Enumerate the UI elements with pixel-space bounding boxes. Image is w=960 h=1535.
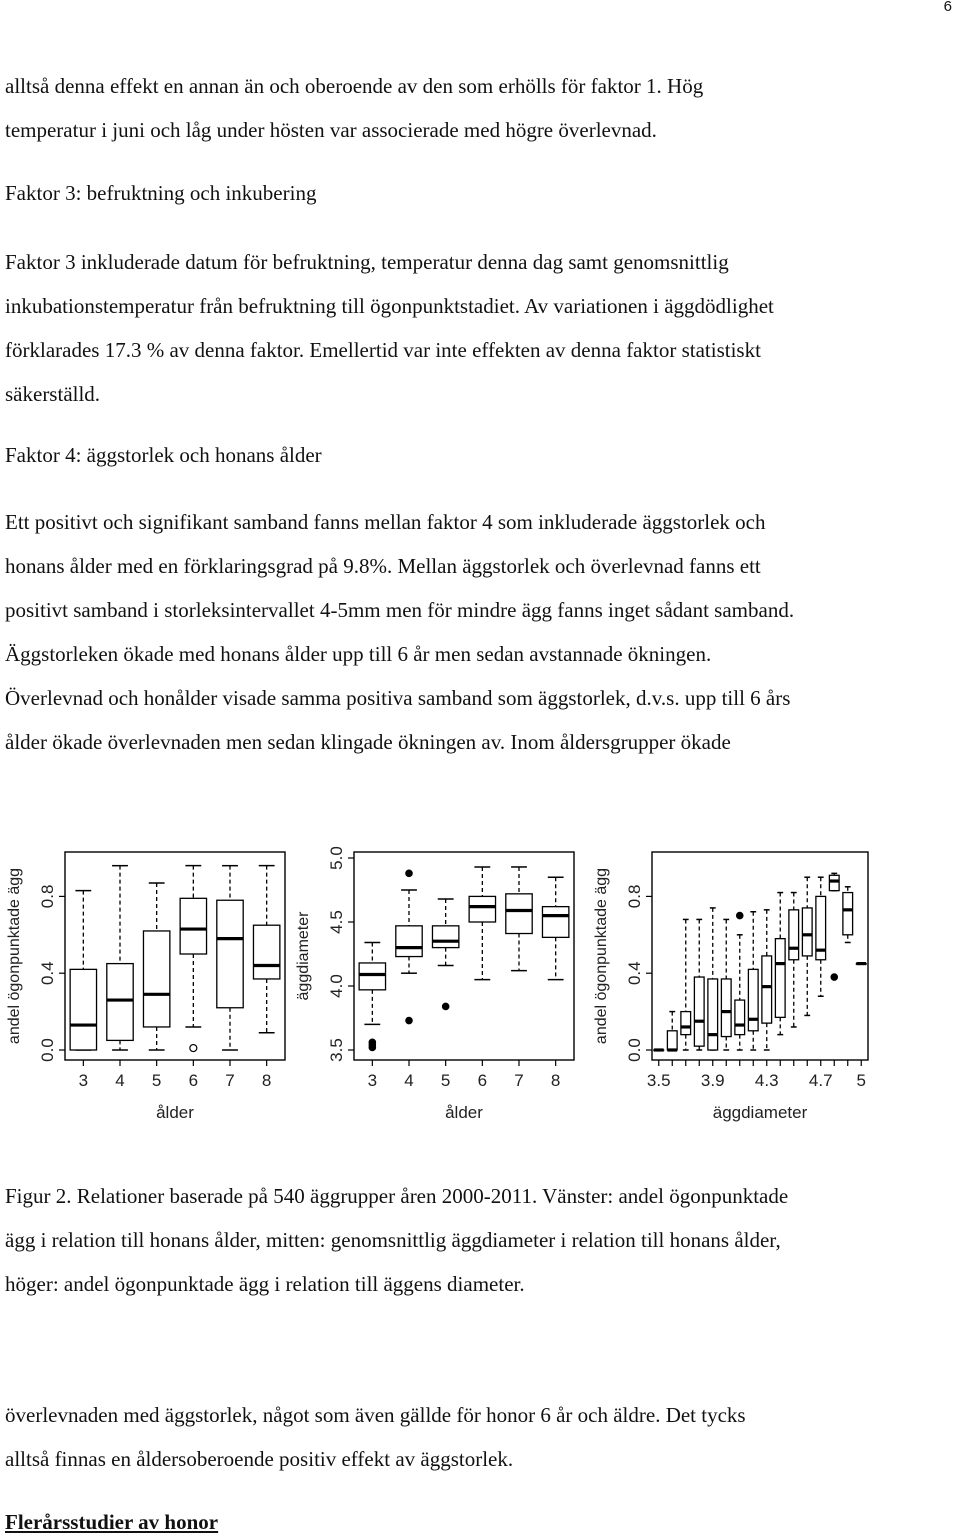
- box-iqr: [469, 896, 495, 922]
- heading-faktor-3: Faktor 3: befruktning och inkubering: [5, 181, 317, 205]
- x-tick-label: 3.5: [646, 1071, 671, 1090]
- paragraph-3-line-3: positivt samband i storleksintervallet 4-5mm men för mindre ägg fanns inget sådant samband.: [5, 598, 795, 622]
- paragraph-1: [5, 64, 950, 152]
- box-iqr: [396, 926, 422, 957]
- x-tick-label: 5: [856, 1071, 866, 1090]
- caption-line-2: ägg i relation till honans ålder, mitten: genomsnittlig äggdiameter i relation till honans ålder,: [5, 1228, 781, 1252]
- caption-line-3: höger: andel ögonpunktade ägg i relation till äggens diameter.: [5, 1272, 525, 1296]
- box-iqr: [843, 893, 853, 935]
- chart-middle: [292, 838, 584, 1143]
- chart-left-svg: [0, 838, 292, 1138]
- box-iqr: [70, 969, 96, 1050]
- paragraph-4: [5, 1393, 950, 1481]
- y-tick-label: 5.0: [327, 846, 346, 870]
- box-iqr: [681, 1012, 691, 1035]
- box-5: [143, 883, 169, 1050]
- box-3.8: [694, 919, 704, 1050]
- outlier-point: [442, 1003, 448, 1009]
- box-iqr: [748, 969, 758, 1030]
- box-5: [432, 899, 458, 1010]
- box-iqr: [432, 926, 458, 948]
- x-tick-label: 4.7: [808, 1071, 833, 1090]
- box-4.1: [735, 912, 745, 1050]
- y-axis-label: andel ögonpunktade ägg: [593, 867, 610, 1045]
- y-tick-label: 3.5: [327, 1038, 346, 1062]
- x-tick-label: 7: [514, 1071, 524, 1090]
- paragraph-4-line-1: överlevnaden med äggstorlek, något som även gällde för honor 6 år och äldre. Det tycks: [5, 1403, 746, 1427]
- y-tick-label: 0.0: [38, 1038, 57, 1062]
- box-iqr: [180, 898, 206, 954]
- x-tick-label: 4: [115, 1071, 125, 1090]
- paragraph-2-line-3: förklarades 17.3 % av denna faktor. Emellertid var inte effekten av denna faktor statistiskt: [5, 338, 761, 362]
- box-iqr: [107, 964, 133, 1041]
- paragraph-3-line-4: Äggstorleken ökade med honans ålder upp till 6 år men sedan avstannade ökningen.: [5, 642, 712, 666]
- x-tick-label: 8: [261, 1071, 272, 1090]
- box-4.8: [829, 873, 839, 980]
- outlier-point: [406, 1017, 412, 1023]
- plot-frame: [65, 852, 285, 1060]
- chart-middle-svg: [292, 838, 584, 1138]
- plot-frame: [354, 852, 574, 1060]
- box-iqr: [829, 875, 839, 890]
- box-iqr: [789, 910, 799, 960]
- paragraph-3-line-6: ålder ökade överlevnaden men sedan klingade ökningen av. Inom åldersgrupper ökade: [5, 730, 731, 754]
- outlier-point: [406, 870, 412, 876]
- box-4.7: [816, 877, 826, 996]
- x-tick-label: 3: [367, 1071, 378, 1090]
- outlier-point: [190, 1045, 197, 1052]
- box-iqr: [667, 1031, 677, 1050]
- box-4.6: [802, 877, 812, 1015]
- y-tick-label: 0.8: [38, 884, 57, 909]
- heading-faktor-4: Faktor 4: äggstorlek och honans ålder: [5, 443, 322, 467]
- box-iqr: [359, 963, 385, 990]
- paragraph-3-line-5: Överlevnad och honålder visade samma positiva samband som äggstorlek, d.v.s. upp till 6 års: [5, 686, 791, 710]
- caption-line-1: Figur 2. Relationer baserade på 540 äggrupper åren 2000-2011. Vänster: andel ögonpunktade: [5, 1184, 789, 1208]
- x-tick-label: 6: [188, 1071, 199, 1090]
- x-tick-label: 3: [78, 1071, 89, 1090]
- y-tick-label: 0.8: [625, 884, 644, 909]
- box-8: [253, 866, 279, 1033]
- x-axis-label: ålder: [445, 1103, 483, 1122]
- box-iqr: [506, 894, 532, 934]
- box-4.2: [748, 912, 758, 1050]
- paragraph-2-line-2: inkubationstemperatur från befruktning till ögonpunktstadiet. Av variationen i äggdödlighet: [5, 294, 774, 318]
- x-tick-label: 6: [477, 1071, 488, 1090]
- chart-right: [584, 838, 876, 1143]
- outlier-point: [737, 912, 743, 918]
- x-axis-label: ålder: [156, 1103, 194, 1122]
- paragraph-2-line-1: Faktor 3 inkluderade datum för befruktning, temperatur denna dag samt genomsnittlig: [5, 250, 729, 274]
- box-3.5: [654, 1050, 664, 1051]
- box-iqr: [694, 977, 704, 1046]
- paragraph-3-line-1: Ett positivt och signifikant samband fanns mellan faktor 4 som inkluderade äggstorlek och: [5, 510, 766, 534]
- box-iqr: [802, 908, 812, 956]
- chart-left: [0, 838, 292, 1143]
- box-4: [396, 870, 422, 1024]
- y-tick-label: 0.4: [625, 961, 644, 986]
- box-5: [856, 964, 866, 965]
- box-iqr: [762, 956, 772, 1023]
- box-3.9: [708, 908, 718, 1050]
- paragraph-2: [5, 240, 950, 416]
- x-tick-label: 5: [440, 1071, 451, 1090]
- box-4.9: [843, 887, 853, 943]
- box-4.3: [762, 910, 772, 1050]
- paragraph-2-line-4: säkerställd.: [5, 382, 101, 406]
- x-tick-label: 5: [151, 1071, 162, 1090]
- box-6: [469, 867, 495, 980]
- paragraph-3-line-2: honans ålder med en förklaringsgrad på 9.8%. Mellan äggstorlek och överlevnad fanns ett: [5, 554, 761, 578]
- heading-flerarsstudier: Flerårsstudier av honor: [5, 1510, 219, 1534]
- paragraph-4-line-2: alltså finnas en åldersoberoende positiv effekt av äggstorlek.: [5, 1447, 514, 1471]
- paragraph-1-line-2: temperatur i juni och låg under hösten var associerade med högre överlevnad.: [5, 118, 657, 142]
- figure-caption: [5, 1174, 950, 1306]
- box-iqr: [721, 979, 731, 1037]
- box-iqr: [708, 979, 718, 1050]
- y-axis-label: andel ögonpunktade ägg: [6, 867, 23, 1045]
- box-iqr: [775, 939, 785, 1018]
- outlier-point: [369, 1044, 375, 1050]
- box-iqr: [253, 925, 279, 979]
- y-tick-label: 0.0: [625, 1038, 644, 1062]
- box-4: [107, 866, 133, 1050]
- x-tick-label: 8: [550, 1071, 561, 1090]
- x-tick-label: 4: [404, 1071, 414, 1090]
- x-axis-label: äggdiameter: [712, 1103, 808, 1122]
- box-3: [359, 942, 385, 1050]
- y-tick-label: 4.0: [327, 974, 346, 998]
- paragraph-3: [5, 500, 950, 764]
- box-iqr: [217, 900, 243, 1008]
- x-tick-label: 3.9: [700, 1071, 725, 1090]
- box-4.4: [775, 893, 785, 1035]
- y-tick-label: 0.4: [38, 961, 57, 986]
- box-6: [180, 866, 206, 1052]
- page-number: 6: [943, 0, 952, 15]
- box-7: [217, 866, 243, 1050]
- box-7: [506, 867, 532, 971]
- box-8: [542, 877, 568, 979]
- box-iqr: [735, 1000, 745, 1035]
- x-tick-label: 4.3: [754, 1071, 779, 1090]
- box-3: [70, 891, 96, 1050]
- box-4.0: [721, 919, 731, 1050]
- box-iqr: [542, 907, 568, 938]
- x-tick-label: 7: [225, 1071, 235, 1090]
- chart-right-svg: [584, 838, 876, 1138]
- outlier-point: [831, 974, 837, 980]
- box-3.6: [667, 1012, 677, 1050]
- box-4.5: [789, 893, 799, 1027]
- box-3.7: [681, 919, 691, 1050]
- paragraph-1-line-1: alltså denna effekt en annan än och oberoende av den som erhölls för faktor 1. Hög: [5, 74, 704, 98]
- y-tick-label: 4.5: [327, 910, 346, 934]
- box-iqr: [143, 931, 169, 1027]
- y-axis-label: äggdiameter: [295, 911, 312, 1001]
